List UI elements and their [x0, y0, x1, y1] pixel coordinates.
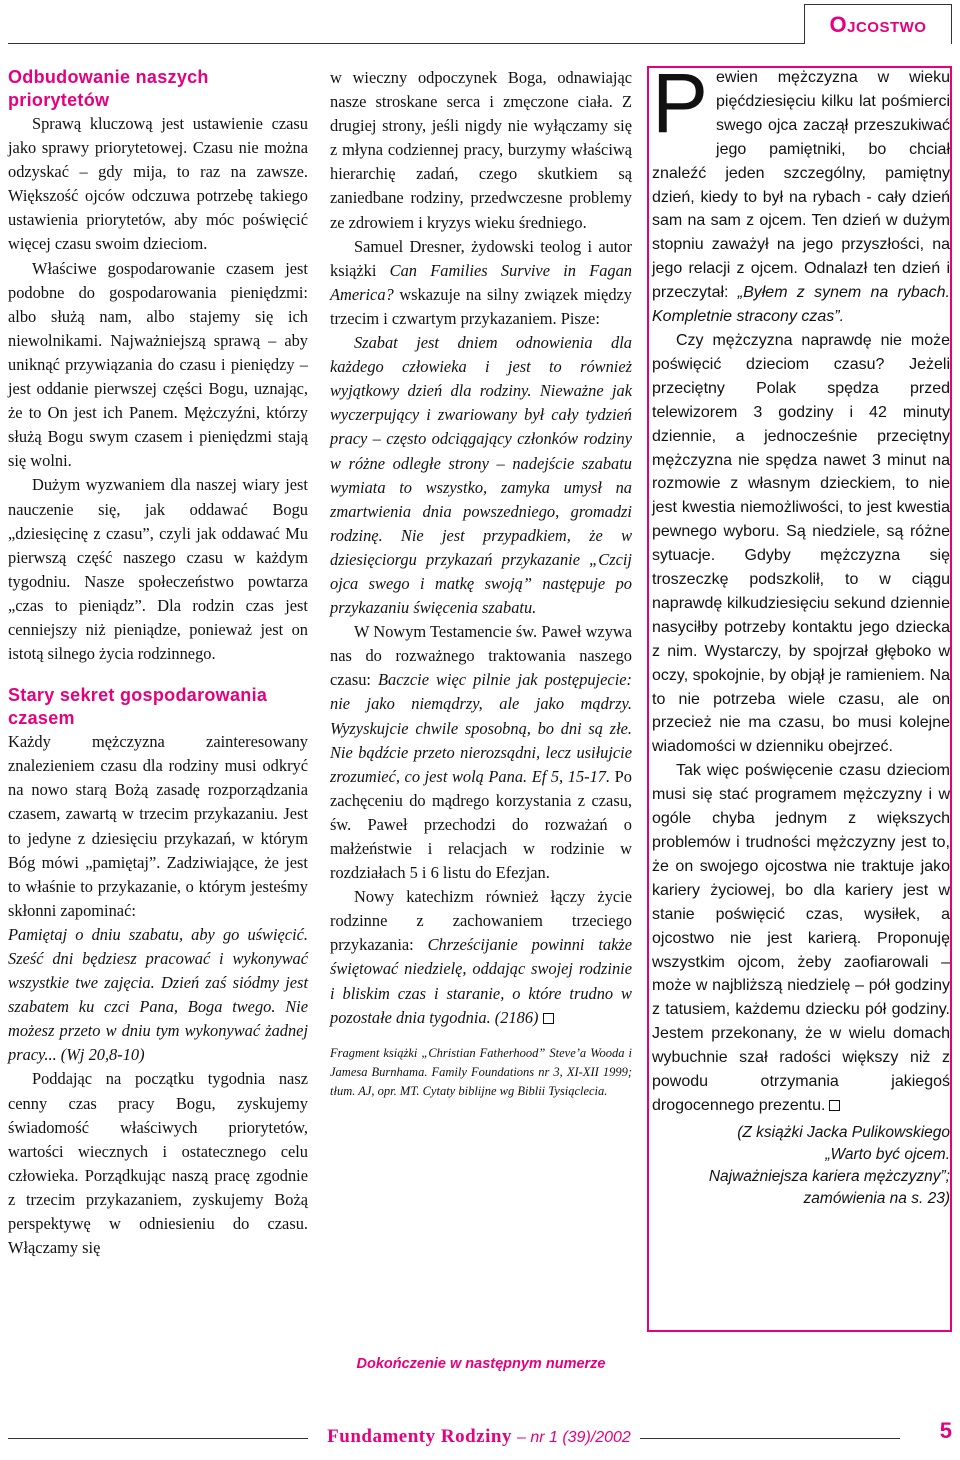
source-citation: (Z książki Jacka Pulikowskiego „Warto być ojcem. Najważniejsza kariera mężczyzny”; zamówienia na s. 23) — [708, 1123, 950, 1207]
catechism-quote: Chrześcijanie powinni także świętować niedzielę, oddając swojej rodzinie i bliskim czas i staranie, o które trudno w pozostałe dnia tygodnia. (2186) — [330, 935, 632, 1027]
column-left — [8, 66, 308, 1260]
drop-cap: P — [652, 56, 709, 150]
magazine-name: Fundamenty Rodziny — [327, 1426, 512, 1447]
footer-rule — [640, 1438, 900, 1439]
heading-priorities: Odbudowanie naszych priorytetów — [8, 67, 209, 110]
book-title: Can Families Survive in Fagan America? — [330, 260, 632, 304]
diary-quote: „Byłem z synem na rybach. Kompletnie stracony czas”. — [652, 284, 951, 326]
paragraph: Tak więc poświęcenie czasu dzieciom musi się stać programem mężczyzny i w ogóle chyba jednym z większych problemów i trudności mężczyzny jest to, że on swojego ojcostwa nie traktuje jako kariery życiowej, bo dla kariery jest w stanie poświęcić czas, wysiłek, a ojcostwo nie jest karierą. Proponuję wszystkim ojcom, żeby zaofiarowali – może w najbliższą niedzielę – pół godziny z tatusiem, każdemu dziecku pół godziny. Jestem przekonany, że w wielu domach wybuchnie szał radości większy niż z powodu otrzymania jakiegoś drogocennego prezentu. — [652, 762, 950, 1114]
paragraph: Dużym wyzwaniem dla naszej wiary jest nauczenie się, jak oddawać Bogu „dziesięcinę z czasu”, czyli jak oddawać Mu pierwszą część naszego czasu w każdym tygodniu. Nasze społeczeństwo powtarza „czas to pieniądz”. Dla rodzin czas jest cenniejszy niż pieniądze, ponieważ jest on istotą silnego życia rodzinnego. — [8, 475, 308, 664]
paragraph: Samuel Dresner, żydowski teolog i autor książki Can Families Survive in Fagan America? wskazuje na silny związek między trzecim i czwartym przykazaniem. Pisze: — [330, 236, 632, 328]
column-right — [652, 56, 951, 1210]
scripture-quote: Pamiętaj o dniu szabatu, aby go uświęcić. Sześć dni będziesz pracować i wykonywać wszystkie twe zajęcia. Dzień zaś siódmy jest szabatem ku czci Pana, Boga twego. Nie możesz przeto w dniu tym wykonywać żadnej pracy... (Wj 20,8-10) — [8, 924, 308, 1065]
end-mark-icon — [829, 1100, 840, 1111]
paragraph: w wieczny odpoczynek Boga, odnawiając nasze stroskane serca i zmęczone ciała. Z drugiej strony, jeśli nigdy nie wyłączamy się z młyna codziennej pracy, burzymy właściwą hierarchię zadań, czego skutkiem są zaniedbane rodziny, przedwczesne problemy ze zdrowiem i kryzys wieku średniego. — [330, 68, 632, 232]
paragraph: Właściwe gospodarowanie czasem jest podobne do gospodarowania pieniędzmi: albo służą nam, albo stajemy się ich niewolnikami. Najważniejszą sprawą – aby uniknąć przywiązania do czasu i pieniędzy – jest oddanie pierwszej części Bogu, uznając, że to On jest ich Panem. Mężczyźni, którzy służą Bogu swym czasem i pieniędzmi stają się wolni. — [8, 258, 308, 471]
header-rule — [8, 43, 804, 44]
paragraph: W Nowym Testamencie św. Paweł wzywa nas do rozważnego traktowania naszego czasu: Baczcie więc pilnie jak postępujecie: nie jako niemądrzy, ale jako mądrzy. Wyzyskujcie chwile sposobną, bo dni są złe. Nie bądźcie przeto nierozsądni, lecz usiłujcie zrozumieć, co jest wolą Pana. Ef 5, 15-17. Po zachęceniu do mądrego korzystania z czasu, św. Paweł przechodzi do rozważań o małżeństwie i relacjach w rodzinie w rozdziałach 5 i 6 listu do Efezjan. — [330, 622, 632, 883]
paragraph: Sprawą kluczową jest ustawienie czasu jako sprawy priorytetowej. Czasu nie można odzyskać – gdy mija, to raz na zawsze. Większość ojców odczuwa potrzebę takiego ustawienia priorytetów, aby móc poświęcić więcej czasu swoim dzieciom. — [8, 114, 308, 254]
footer-rule — [8, 1438, 308, 1439]
heading-old-secret: Stary sekret gospodarowania czasem — [8, 685, 268, 729]
paragraph: Nowy katechizm również łączy życie rodzinne z zachowaniem trzeciego przykazania: Chrześcijanie powinni także świętować niedzielę, oddając swojej rodzinie i bliskim czas i staranie, o które trudno w pozostałe dnia tygodnia. (2186) — [330, 887, 632, 1027]
continuation-note: Dokończenie w następnym numerze — [356, 1356, 606, 1372]
paragraph: Każdy mężczyzna zainteresowany znalezieniem czasu dla rodziny musi odkryć na nowo starą Bożą zasadę rozporządzania czasem, zawartą w trzecim przykazaniu. Jest to jedyne z dziesięciu przykazań, w którym Bóg mówi „pamiętaj”. Zadziwiające, że jest to właśnie to przykazanie, o którym jesteśmy skłonni zapominać: — [8, 732, 308, 920]
section-tag: Ojcostwo — [804, 4, 952, 44]
issue-number: – nr 1 (39)/2002 — [516, 1429, 631, 1446]
paragraph: Czy mężczyzna naprawdę nie może poświęcić dzieciom czasu? Jeżeli przeciętny Polak spędza przed telewizorem 3 godziny i 42 minuty dziennie, a jednocześnie przeciętny mężczyzna nie spędza nawet 3 minut na rozmowie z własnym dzieckiem, to nie jest kwestia niemożliwości, to jest kwestia pewnego wyboru. Są niedziele, są różne sytuacje. Gdyby mężczyzna się troszeczkę podszkolił, to w ciągu naprawdę kilkudziesięciu sekund dziennie nasyciłby potrzeby kontaktu jego dziecka z nim. Wystarczy, by spojrzał głęboko w oczy, spokojnie, by objął je ramieniem. Na to nie potrzeba wiele czasu, ale on przecież nie ma czasu, bo musi kolejne wiadomości w dzienniku obejrzeć. — [652, 331, 950, 756]
page-number: 5 — [939, 1418, 952, 1443]
scripture-quote: Baczcie więc pilnie jak postępujecie: nie jako niemądrzy, ale jako mądrzy. Wyzyskujcie chwile sposobną, bo dni są złe. Nie bądźcie przeto nierozsądni, lecz usiłujcie zrozumieć, co jest wolą Pana. Ef 5, 15-17. — [330, 670, 632, 786]
paragraph: Poddając na początku tygodnia nasz cenny czas pracy Bogu, zyskujemy świadomość właściwych priorytetów, wartości wiecznych i ostatecznego celu człowieka. Porządkując naszą pracę zgodnie z trzecim przykazaniem, zyskujemy Bożą perspektywę w odniesieniu do czasu. Włączamy się — [8, 1069, 308, 1258]
paragraph: Pewien mężczyzna w wieku pięćdziesięciu kilku lat pośmierci swego ojca zaczął przeszukiwać jego pamiętniki, bo chciał znaleźć jeden szczególny, pamiętny dzień, kiedy to był na rybach - cały dzień sam na sam z ojcem. Ten dzień w dużym stopniu zaważył na jego przyszłości, na jego relacji z ojcem. Odnalazł ten dzień i przeczytał: „Byłem z synem na rybach. Kompletnie stracony czas”. — [652, 56, 951, 326]
column-middle — [330, 66, 632, 1101]
footer-magazine — [318, 1426, 640, 1448]
footnote: Fragment książki „Christian Fatherhood” Steve’a Wooda i Jamesa Burnhama. Family Foundations nr 3, XI-XII 1999; tłum. AJ, opr. MT. Cytaty biblijne wg Biblii Tysiąclecia. — [330, 1045, 632, 1098]
dresner-quote: Szabat jest dniem odnowienia dla każdego człowieka i jest to również wyjątkowy dzień dla rodziny. Nieważne jak wyczerpujący i zwariowany był cały tydzień pracy – często odciągający członków rodziny w różne odległe strony – nadejście szabatu wymiata to wszystko, zamyka umysł na zmartwienia dnia powszedniego, gromadzi rodzinę. Nie jest przypadkiem, że w dziesięciorgu przykazań przykazanie „Czcij ojca swego i matkę swoją” następuje po przykazaniu święcenia szabatu. — [330, 333, 632, 618]
end-mark-icon — [543, 1013, 554, 1024]
